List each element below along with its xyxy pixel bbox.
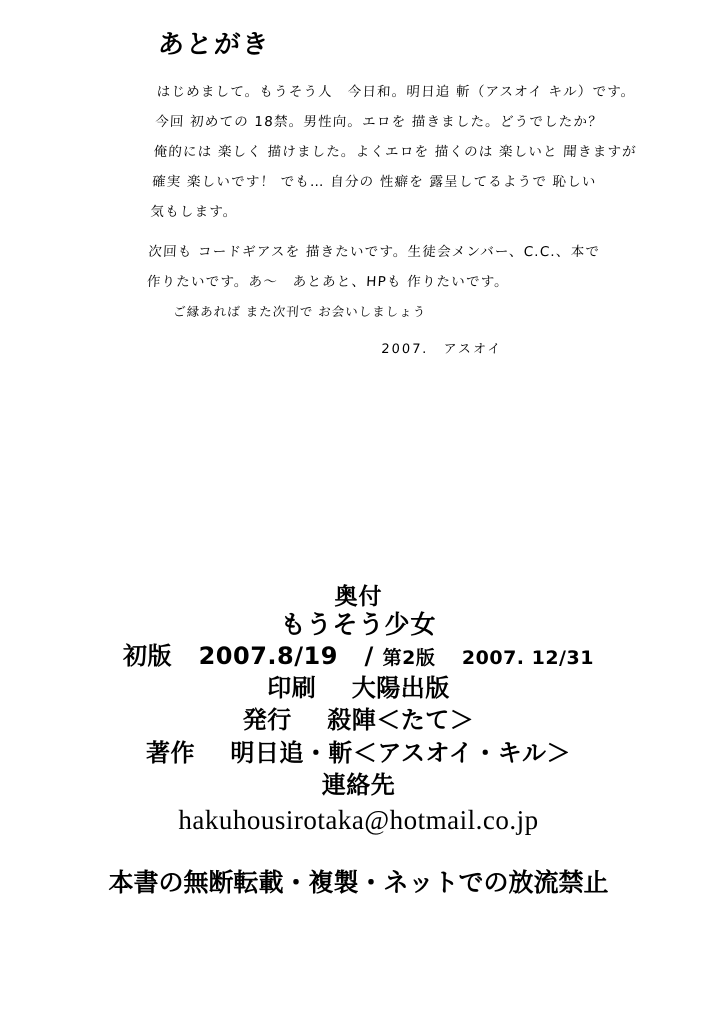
copyright-notice: 本書の無断転載・複製・ネットでの放流禁止 — [108, 867, 609, 897]
publisher-label: 発行 — [242, 706, 292, 735]
printer-name: 大陽出版 — [351, 673, 450, 702]
edition-date: 2007.8/19 — [198, 641, 338, 670]
author-name: 明日追・斬＜アスオイ・キル＞ — [230, 738, 572, 767]
afterword-signature: 2007. アスオイ — [380, 342, 503, 358]
colophon-section — [0, 585, 717, 899]
edition-separator: / — [364, 641, 374, 670]
afterword-section — [146, 30, 638, 365]
printer-label: 印刷 — [267, 673, 317, 702]
afterword-line: 作りたいです。あ～ あとあと、HPも 作りたいです。 — [146, 274, 510, 291]
contact-email: hakuhousirotaka@hotmail.co.jp — [178, 805, 539, 836]
work-title: もうそう少女 — [280, 609, 437, 639]
contact-label: 連絡先 — [321, 771, 396, 800]
afterword-heading: あとがき — [156, 30, 272, 60]
second-edition-label: 第2版 — [382, 646, 436, 669]
colophon-heading: 奥付 — [334, 584, 383, 610]
author-line — [0, 737, 717, 769]
afterword-line: 俺的には 楽しく 描けました。よくエロを 描くのは 楽しいと 聞きますが — [153, 144, 638, 161]
afterword-line: 今回 初めての 18禁。男性向。エロを 描きました。どうでしたか？ — [154, 114, 604, 131]
publisher-line — [0, 704, 717, 736]
edition-label: 初版 — [123, 641, 173, 670]
afterword-line: 気もします。 — [150, 204, 239, 221]
afterword-closing: ご縁あれば また次刊で お会いしましょう — [172, 304, 427, 320]
author-label: 著作 — [145, 738, 195, 767]
edition-line — [0, 640, 717, 672]
afterword-body — [142, 77, 638, 365]
afterword-line: はじめまして。もうそう人 今日和。明日追 斬（アスオイ キル）です。 — [156, 84, 636, 101]
afterword-line: 次回も コードギアスを 描きたいです。生徒会メンバー、C.C.、本で — [147, 244, 601, 261]
printer-line — [0, 672, 717, 704]
afterword-line: 確実 楽しいです！ でも… 自分の 性癖を 露呈してるようで 恥しい — [151, 174, 598, 191]
publisher-name: 殺陣＜たて＞ — [327, 706, 475, 735]
second-edition-date: 2007. 12/31 — [461, 646, 594, 669]
